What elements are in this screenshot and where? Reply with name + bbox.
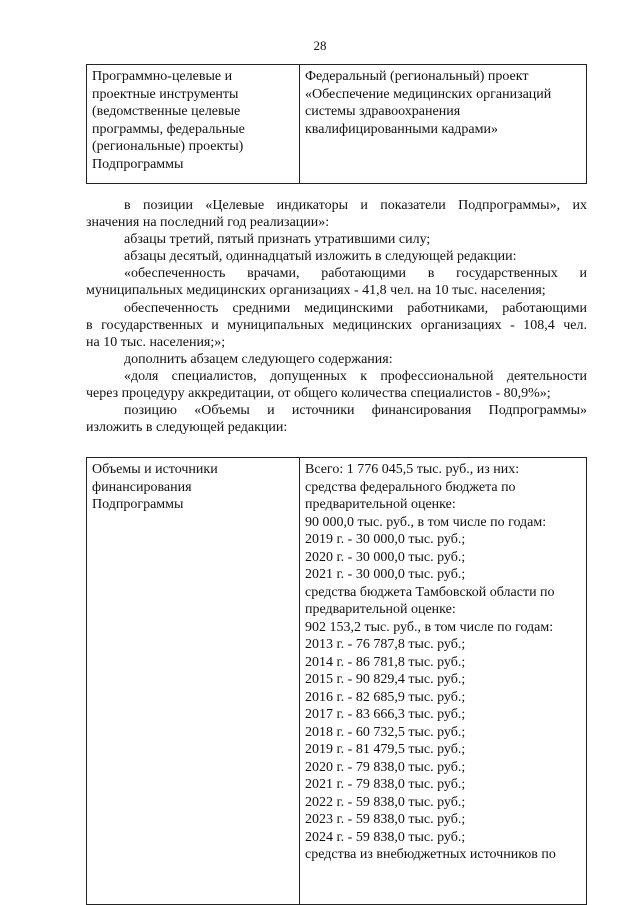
- cell-line: (региональные) проекты): [92, 139, 244, 154]
- text-line: позицию «Объемы и источники финансирования Подпрограммы»: [124, 403, 587, 419]
- page-number: 28: [313, 38, 327, 53]
- cell-line: средства из внебюджетных источников по: [305, 847, 556, 862]
- cell-line: 2020 г. - 79 838,0 тыс. руб.;: [305, 759, 466, 775]
- cell-line: 2019 г. - 30 000,0 тыс. руб.;: [305, 532, 466, 547]
- cell-line: квалифицированными кадрами»: [305, 121, 498, 137]
- cell-line: 2022 г. - 59 838,0 тыс. руб.;: [305, 794, 466, 810]
- instruments-value-cell: [300, 65, 587, 184]
- cell-line: 2018 г. - 60 732,5 тыс. руб.;: [305, 724, 466, 740]
- cell-line: Подпрограммы: [92, 156, 184, 172]
- cell-line: предварительной оценке:: [305, 497, 456, 512]
- cell-line: Всего: 1 776 045,5 тыс. руб., из них:: [305, 462, 520, 477]
- cell-line: 2021 г. - 79 838,0 тыс. руб.;: [305, 777, 466, 792]
- cell-line: 2014 г. - 86 781,8 тыс. руб.;: [305, 654, 466, 670]
- text-line: муниципальных медицинских организациях - 41,8 чел. на 10 тыс. населения;: [86, 283, 546, 299]
- cell-line: 2019 г. - 81 479,5 тыс. руб.;: [305, 742, 466, 757]
- text-line: значения на последний год реализации»:: [86, 215, 330, 231]
- cell-line: 2013 г. - 76 787,8 тыс. руб.;: [305, 637, 466, 652]
- cell-line: 90 000,0 тыс. руб., в том числе по годам:: [305, 514, 547, 530]
- cell-line: 2016 г. - 82 685,9 тыс. руб.;: [305, 689, 466, 705]
- cell-line: проектные инструменты: [92, 86, 239, 102]
- text-line: «доля специалистов, допущенных к профессиональной деятельности: [124, 368, 587, 384]
- cell-line: средства федерального бюджета по: [305, 479, 516, 495]
- financing-table: [86, 457, 587, 905]
- text-line: через процедуру аккредитации, от общего количества специалистов - 80,9%»;: [86, 386, 551, 402]
- cell-line: предварительной оценке:: [305, 602, 456, 617]
- text-line: обеспеченность средними медицинскими работниками, работающими: [124, 300, 587, 316]
- cell-line: 2023 г. - 59 838,0 тыс. руб.;: [305, 812, 466, 827]
- cell-line: 2024 г. - 59 838,0 тыс. руб.;: [305, 829, 466, 845]
- text-line: абзацы десятый, одиннадцатый изложить в следующей редакции:: [124, 249, 517, 265]
- cell-line: программы, федеральные: [92, 121, 245, 137]
- cell-line: Объемы и источники: [92, 462, 218, 477]
- cell-line: средства бюджета Тамбовской области по: [305, 584, 555, 600]
- instruments-table: [86, 64, 587, 184]
- financing-value-cell: [300, 458, 587, 905]
- cell-line: системы здравоохранения: [305, 104, 461, 119]
- cell-line: 2015 г. - 90 829,4 тыс. руб.;: [305, 672, 466, 687]
- text-line: дополнить абзацем следующего содержания:: [124, 351, 393, 367]
- cell-line: финансирования: [92, 479, 192, 495]
- cell-line: Федеральный (региональный) проект: [305, 69, 529, 84]
- text-line: в государственных и муниципальных медицинских организациях - 108,4 чел.: [86, 317, 587, 333]
- table-row: [87, 65, 587, 184]
- text-line: «обеспеченность врачами, работающими в государственных и: [124, 266, 587, 282]
- text-line: на 10 тыс. населения;»;: [86, 334, 226, 350]
- cell-line: 2021 г. - 30 000,0 тыс. руб.;: [305, 567, 466, 582]
- table-row: [87, 458, 587, 905]
- cell-line: 2020 г. - 30 000,0 тыс. руб.;: [305, 549, 466, 565]
- cell-line: 902 153,2 тыс. руб., в том числе по годам:: [305, 619, 554, 635]
- cell-line: Программно-целевые и: [92, 69, 233, 84]
- text-line: изложить в следующей редакции:: [86, 420, 288, 436]
- amendment-text: [86, 197, 587, 436]
- financing-label-cell: [87, 458, 300, 905]
- cell-line: Подпрограммы: [92, 497, 184, 512]
- cell-line: «Обеспечение медицинских организаций: [305, 86, 552, 102]
- cell-line: (ведомственные целевые: [92, 104, 241, 119]
- cell-line: 2017 г. - 83 666,3 тыс. руб.;: [305, 707, 466, 722]
- text-line: абзацы третий, пятый признать утратившими силу;: [124, 232, 431, 248]
- text-line: в позиции «Целевые индикаторы и показатели Подпрограммы», их: [124, 198, 587, 213]
- instruments-label-cell: [87, 65, 300, 184]
